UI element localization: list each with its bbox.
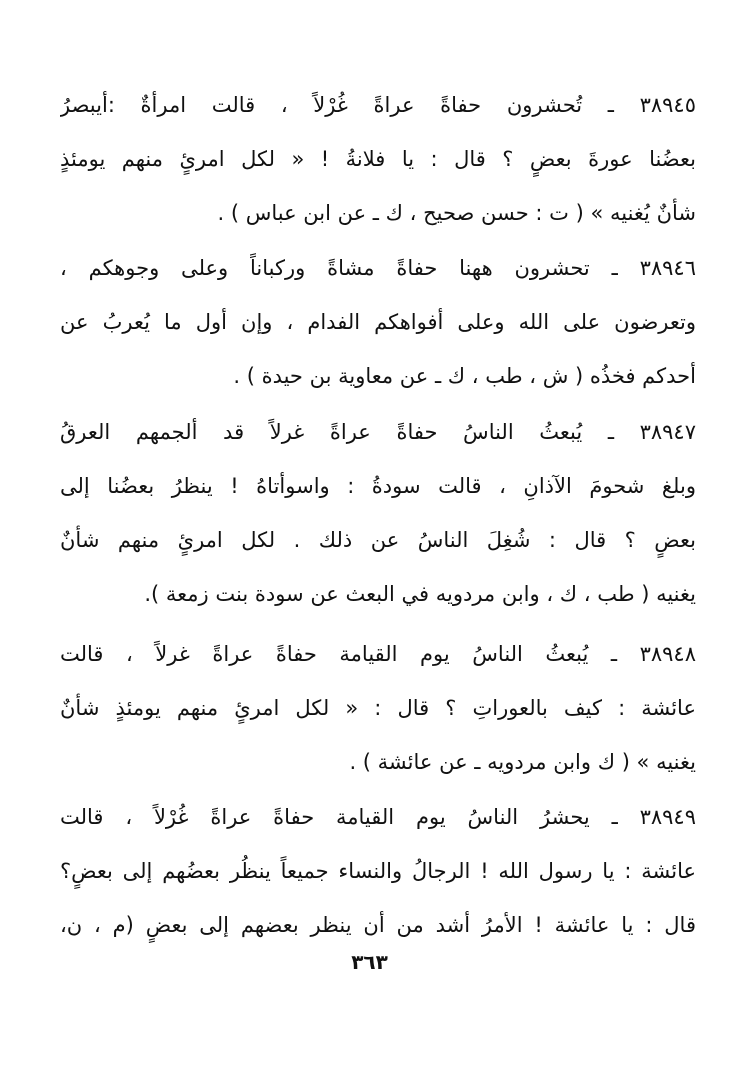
text-line: ٣٨٩٤٥ ـ تُحشرون حفاةً عراةً غُرْلاً ، قالت امرأةٌ :أيبصرُ — [60, 93, 696, 117]
page-number: ٣٦٣ — [351, 950, 388, 974]
text-line: بعضٍ ؟ قال : شُغِلَ الناسُ عن ذلك . لكل امرئٍ منهم شأنٌ — [60, 528, 696, 552]
text-line: وبلغ شحومَ الآذانِ ، قالت سودةُ : واسوأتاهُ ! ينظرُ بعضُنا إلى — [60, 474, 696, 498]
text-line: عائشة : كيف بالعوراتِ ؟ قال : « لكل امرئٍ منهم يومئذٍ شأنٌ — [60, 696, 696, 720]
text-line: ٣٨٩٤٧ ـ يُبعثُ الناسُ حفاةً عراةً غرلاً قد ألجمهم العرقُ — [60, 420, 696, 444]
hadith-entry-38948 — [60, 627, 696, 789]
text-line: أحدكم فخذُه ( ش ، طب ، ك ـ عن معاوية بن حيدة ) . — [233, 364, 696, 388]
text-line: بعضُنا عورةَ بعضٍ ؟ قال : يا فلانةُ ! « لكل امرئٍ منهم يومئذٍ — [60, 147, 696, 171]
text-line: يغنيه ( طب ، ك ، وابن مردويه في البعث عن سودة بنت زمعة ). — [144, 582, 696, 606]
hadith-entry-38947 — [60, 405, 696, 621]
hadith-entry-38946 — [60, 241, 696, 403]
text-line: قال : يا عائشة ! الأمرُ أشد من أن ينظر بعضهم إلى بعضٍ (م ، ن، — [60, 913, 696, 937]
text-line: يغنيه » ( ك وابن مردويه ـ عن عائشة ) . — [349, 750, 696, 774]
text-line: عائشة : يا رسول الله ! الرجالُ والنساء جميعاً ينظُر بعضُهم إلى بعضٍ؟ — [60, 859, 696, 883]
hadith-entry-38945 — [60, 78, 696, 240]
text-line: ٣٨٩٤٩ ـ يحشرُ الناسُ يوم القيامة حفاةً عراةً غُرْلاً ، قالت — [60, 805, 696, 829]
hadith-entry-38949 — [60, 790, 696, 952]
text-line: ٣٨٩٤٦ ـ تحشرون ههنا حفاةً مشاةً وركباناً وعلى وجوهكم ، — [60, 256, 696, 280]
text-line: ٣٨٩٤٨ ـ يُبعثُ الناسُ يوم القيامة حفاةً عراةً غرلاً ، قالت — [60, 642, 696, 666]
text-line: وتعرضون على الله وعلى أفواهكم الفدام ، وإن أول ما يُعربُ عن — [60, 310, 696, 334]
text-line: شأنٌ يُغنيه » ( ت : حسن صحيح ، ك ـ عن ابن عباس ) . — [217, 201, 696, 225]
